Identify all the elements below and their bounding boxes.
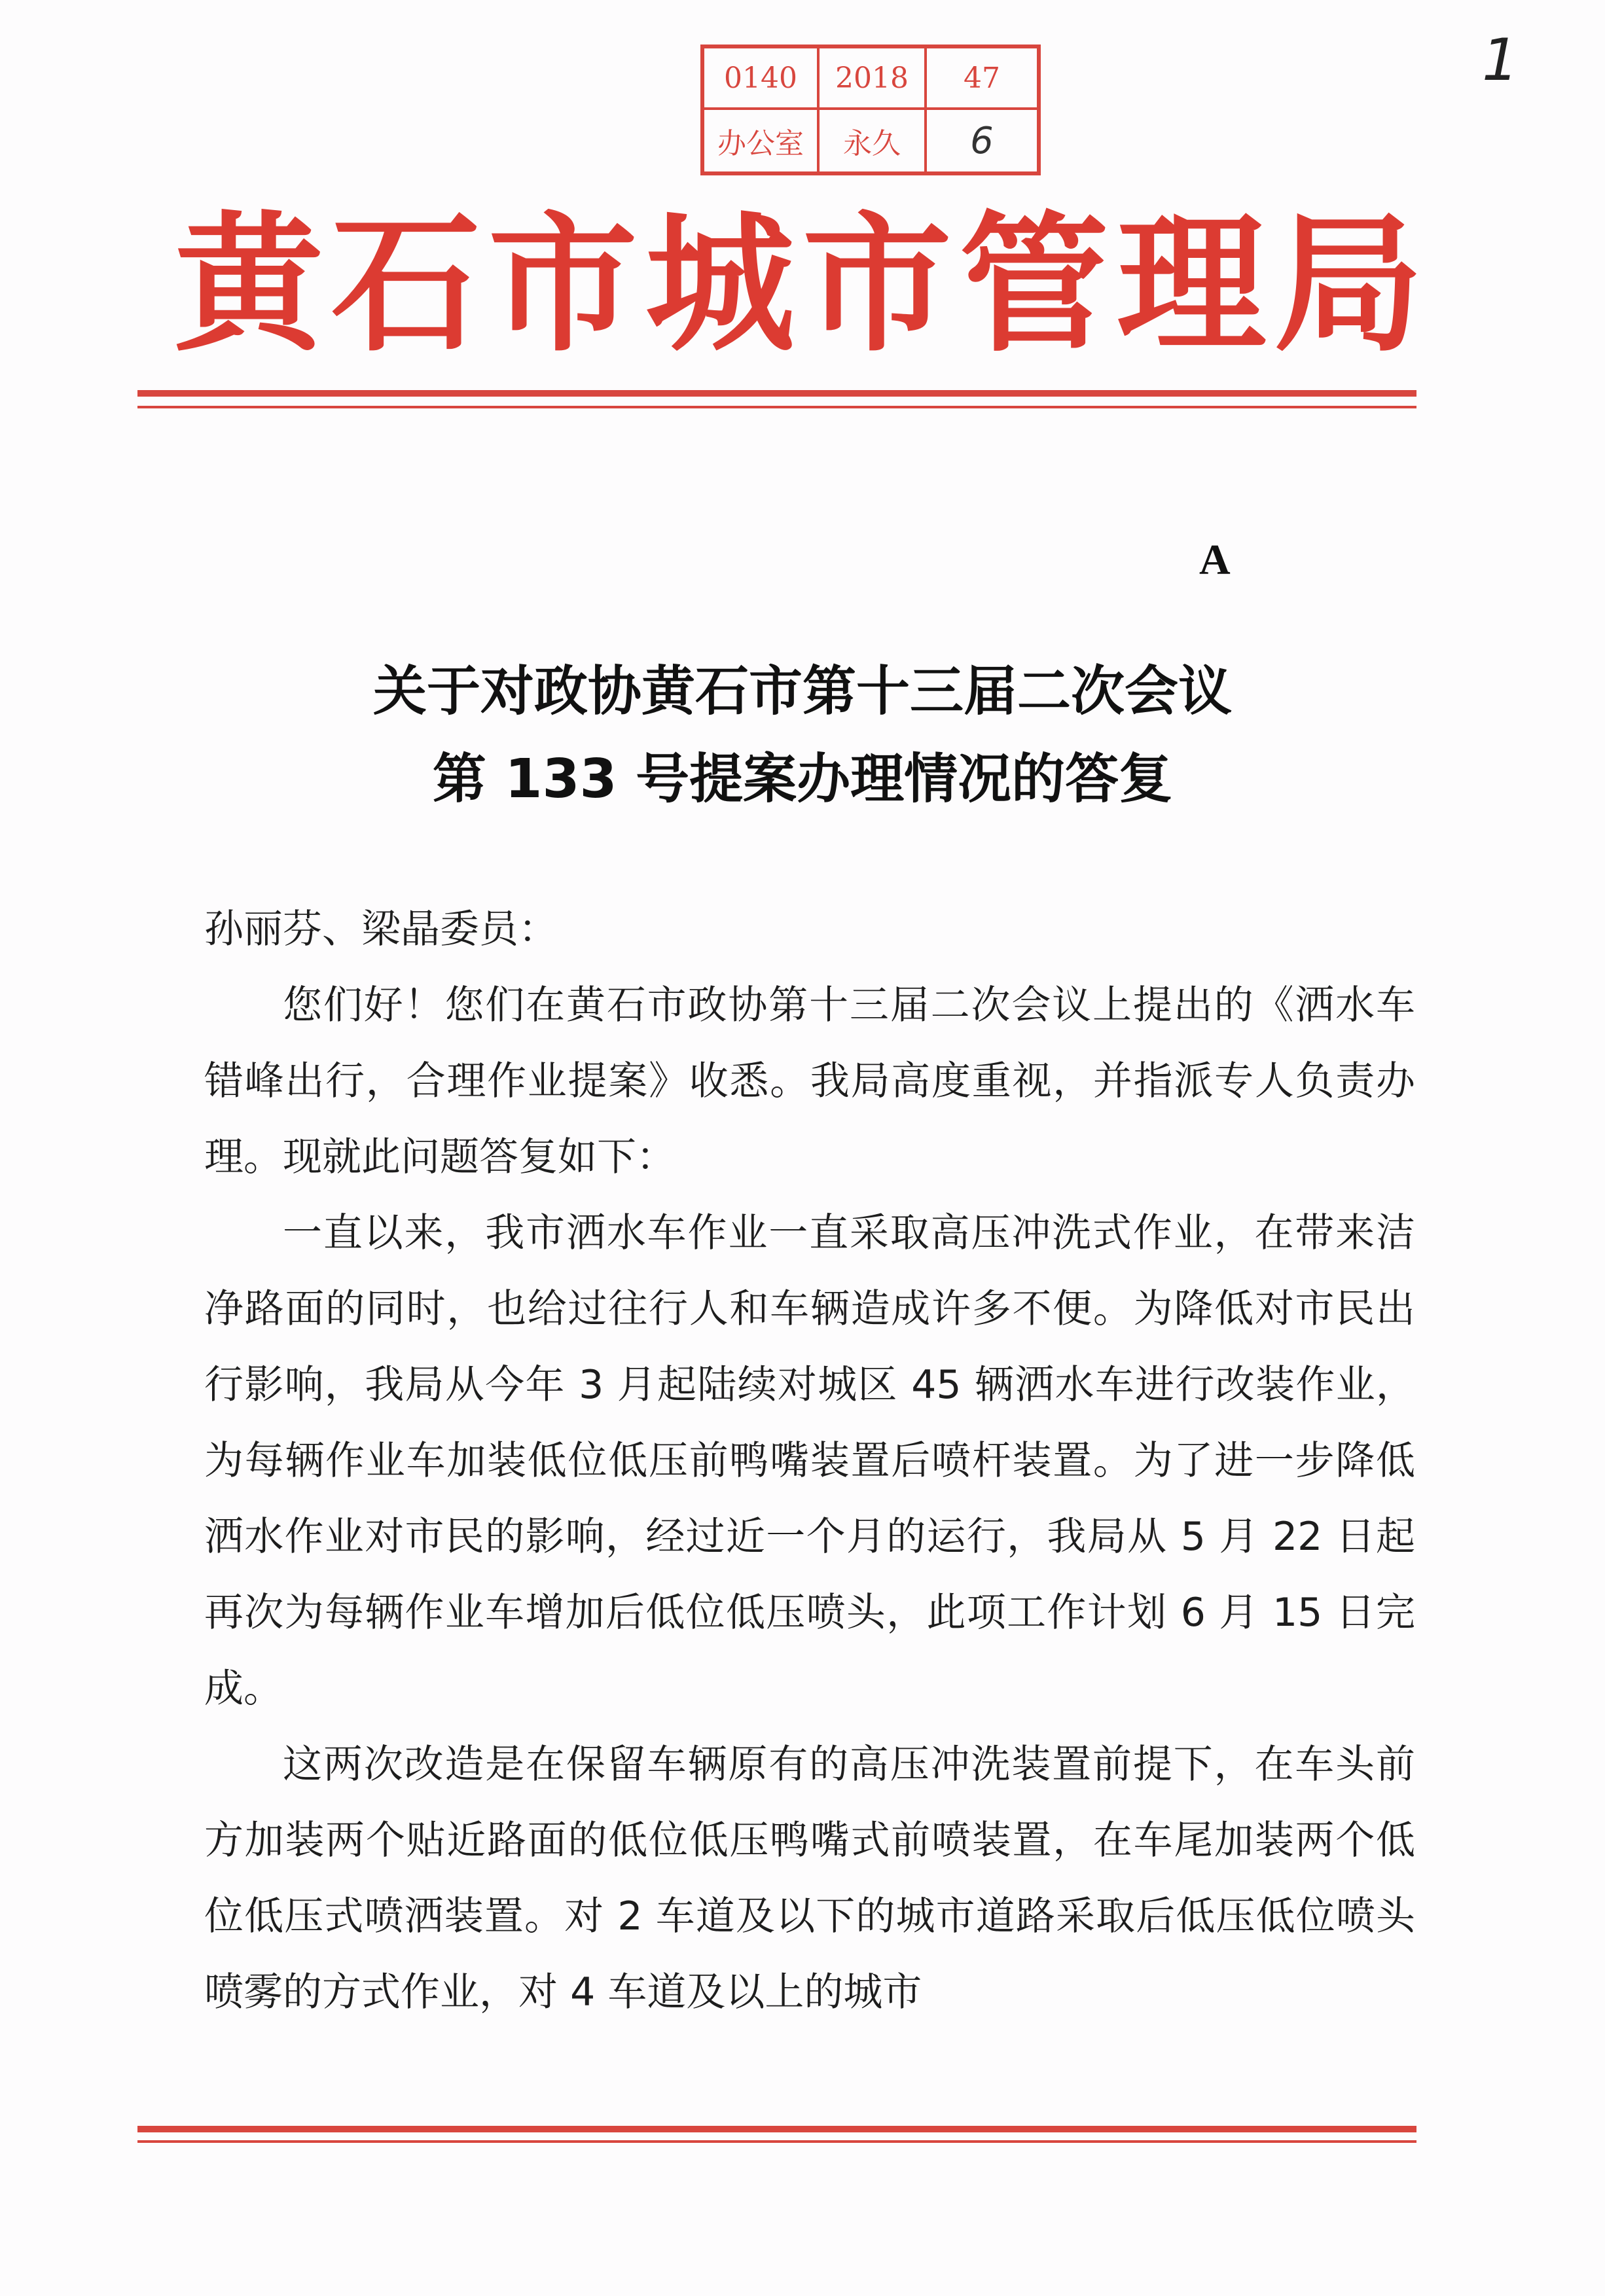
title-line-2: 第 133 号提案办理情况的答复 (432, 748, 1173, 810)
stamp-department: 办公室 (704, 110, 820, 171)
document-title (131, 648, 1474, 823)
paragraph: 一直以来，我市洒水车作业一直采取高压冲洗式作业，在带来洁净路面的同时，也给过往行人和车辆造成许多不便。为降低对市民出行影响，我局从今年 3 月起陆续对城区 45 辆洒水车进行改装作业，为每辆作业车加装低位低压前鸭嘴装置后喷杆装置。为了进一步降低洒水作业对市民的影响，经过近一个月的运行，我局从 5 月 22 日起再次为每辆作业车增加后低位低压喷头，此项工作计划 6 月 15 日完成。 (204, 1210, 1415, 1712)
stamp-retention: 永久 (820, 110, 927, 171)
header-rule-thick (137, 390, 1416, 397)
stamp-fonds-number: 0140 (704, 48, 820, 110)
issuer-heading: 黄石市城市管理局 (174, 198, 1431, 372)
title-line-1: 关于对政协黄石市第十三届二次会议 (372, 660, 1232, 723)
footer-rule-thick (137, 2126, 1416, 2132)
stamp-item-number: 6 (970, 119, 994, 162)
paragraph: 这两次改造是在保留车辆原有的高压冲洗装置前提下，在车头前方加装两个贴近路面的低位低压鸭嘴式前喷装置，在车尾加装两个低位低压式喷洒装置。对 2 车道及以下的城市道路采取后低压低位喷头喷雾的方式作业，对 4 车道及以上的城市 (204, 1742, 1415, 2015)
footer-rule-thin (137, 2140, 1416, 2143)
stamp-year: 2018 (820, 48, 927, 110)
copy-mark: A (1199, 536, 1231, 584)
salutation: 孙丽芬、梁晶委员： (204, 906, 558, 952)
body-text (204, 891, 1415, 2030)
archive-stamp (700, 45, 1041, 175)
paragraph: 您们好！您们在黄石市政协第十三届二次会议上提出的《洒水车错峰出行，合理作业提案》收悉。我局高度重视，并指派专人负责办理。现就此问题答复如下： (204, 982, 1415, 1180)
header-rule-thin (137, 406, 1416, 408)
stamp-file-number: 47 (927, 48, 1037, 110)
page-number: 1 (1482, 26, 1519, 94)
